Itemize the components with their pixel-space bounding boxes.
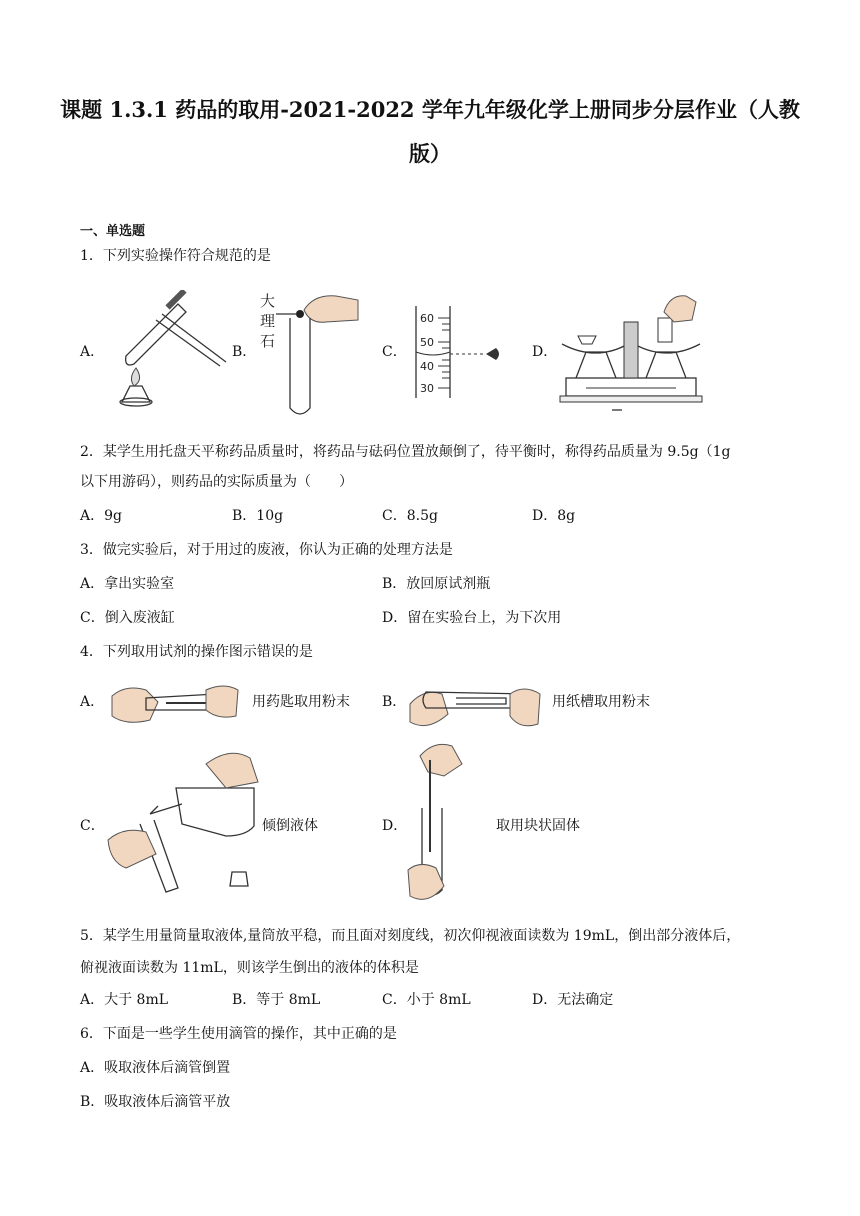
q1-figure-a-heating-tube bbox=[108, 290, 230, 414]
q5-option-b: B．等于 8mL bbox=[232, 992, 321, 1008]
figure-b-label-char-1: 大 bbox=[260, 292, 276, 310]
hand-icon bbox=[112, 688, 158, 722]
cylinder-tick-60: 60 bbox=[420, 312, 434, 325]
q3-stem: 3．做完实验后，对于用过的废液，你认为正确的处理方法是 bbox=[80, 542, 453, 558]
q4-option-b-label: B． bbox=[382, 694, 407, 710]
marble-icon bbox=[296, 310, 304, 318]
reagent-bottle-icon bbox=[176, 788, 254, 836]
hand-icon bbox=[206, 686, 238, 717]
paper-trough-icon bbox=[456, 698, 506, 704]
q3-option-b: B．放回原试剂瓶 bbox=[382, 576, 491, 592]
q1-figure-b-marble-tube bbox=[256, 286, 362, 422]
q1-option-a-label: A． bbox=[80, 344, 105, 360]
hand-icon bbox=[408, 864, 444, 899]
page-title: 课题 1.3.1 药品的取用-2021-2022 学年九年级化学上册同步分层作业（人教版） bbox=[60, 97, 800, 166]
hand-icon bbox=[206, 753, 258, 788]
q2-option-c: C．8.5g bbox=[382, 508, 438, 524]
cylinder-tick-40: 40 bbox=[420, 360, 434, 373]
q6-stem: 6．下面是一些学生使用滴管的操作，其中正确的是 bbox=[80, 1026, 397, 1042]
q4-figure-a-spoon bbox=[106, 676, 242, 732]
q6-option-b: B．吸取液体后滴管平放 bbox=[80, 1094, 231, 1110]
q4-option-d-label: D． bbox=[382, 818, 408, 834]
bottle-stopper-icon bbox=[230, 872, 248, 886]
figure-b-label-char-3: 石 bbox=[260, 332, 276, 350]
q4-figure-d-solid-block bbox=[404, 740, 474, 908]
hand-icon bbox=[304, 296, 358, 322]
alcohol-lamp-icon bbox=[120, 368, 152, 406]
q5-option-d: D．无法确定 bbox=[532, 992, 614, 1008]
q2-stem-line-2: 以下用游码），则药品的实际质量为（ ） bbox=[80, 474, 353, 490]
q2-option-b: B．10g bbox=[232, 508, 284, 524]
q1-option-b-label: B． bbox=[232, 344, 257, 360]
q6-option-a: A．吸取液体后滴管倒置 bbox=[80, 1060, 231, 1076]
section-heading: 一、单选题 bbox=[80, 224, 146, 239]
q4-stem: 4．下列取用试剂的操作图示错误的是 bbox=[80, 644, 313, 660]
q1-figure-d-balance bbox=[556, 292, 704, 416]
q4-figure-c-pouring bbox=[106, 744, 262, 894]
figure-b-label-char-2: 理 bbox=[260, 312, 276, 330]
q1-stem: 1．下列实验操作符合规范的是 bbox=[80, 248, 271, 264]
q5-stem-line-2: 俯视液面读数为 11mL，则该学生倒出的液体的体积是 bbox=[80, 960, 419, 976]
q4-option-a-label: A． bbox=[80, 694, 105, 710]
q2-option-a: A．9g bbox=[80, 508, 122, 524]
q4-caption-b: 用纸槽取用粉末 bbox=[552, 694, 650, 710]
hand-icon bbox=[108, 830, 156, 868]
q1-figure-c-cylinder-reading bbox=[408, 302, 508, 402]
q1-option-c-label: C． bbox=[382, 344, 407, 360]
q2-stem-line-1: 2．某学生用托盘天平称药品质量时，将药品与砝码位置放颠倒了，待平衡时，称得药品质量为 9.5g（1g bbox=[80, 444, 731, 460]
q5-stem-line-1: 5．某学生用量筒量取液体,量筒放平稳，而且面对刻度线，初次仰视液面读数为 19mL，倒出部分液体后， bbox=[80, 928, 741, 944]
q4-caption-a: 用药匙取用粉末 bbox=[252, 694, 350, 710]
q4-caption-c: 倾倒液体 bbox=[262, 818, 318, 834]
hand-icon bbox=[510, 689, 540, 726]
q2-option-d: D．8g bbox=[532, 508, 576, 524]
q3-option-a: A．拿出实验室 bbox=[80, 576, 175, 592]
eye-icon bbox=[486, 348, 499, 360]
tube-holder-icon bbox=[156, 290, 226, 366]
test-tube-icon bbox=[290, 318, 310, 414]
q5-option-c: C．小于 8mL bbox=[382, 992, 471, 1008]
cylinder-tick-30: 30 bbox=[420, 382, 434, 395]
q1-option-d-label: D． bbox=[532, 344, 558, 360]
q3-option-c: C．倒入废液缸 bbox=[80, 610, 175, 626]
cylinder-tick-50: 50 bbox=[420, 336, 434, 349]
q4-caption-d: 取用块状固体 bbox=[496, 818, 580, 834]
q4-option-c-label: C． bbox=[80, 818, 105, 834]
q5-option-a: A．大于 8mL bbox=[80, 992, 169, 1008]
hand-icon bbox=[410, 692, 448, 725]
balance-icon bbox=[560, 322, 702, 410]
q4-figure-b-paper-trough bbox=[406, 674, 544, 736]
q3-option-d: D．留在实验台上，为下次用 bbox=[382, 610, 562, 626]
hand-icon bbox=[420, 744, 462, 776]
